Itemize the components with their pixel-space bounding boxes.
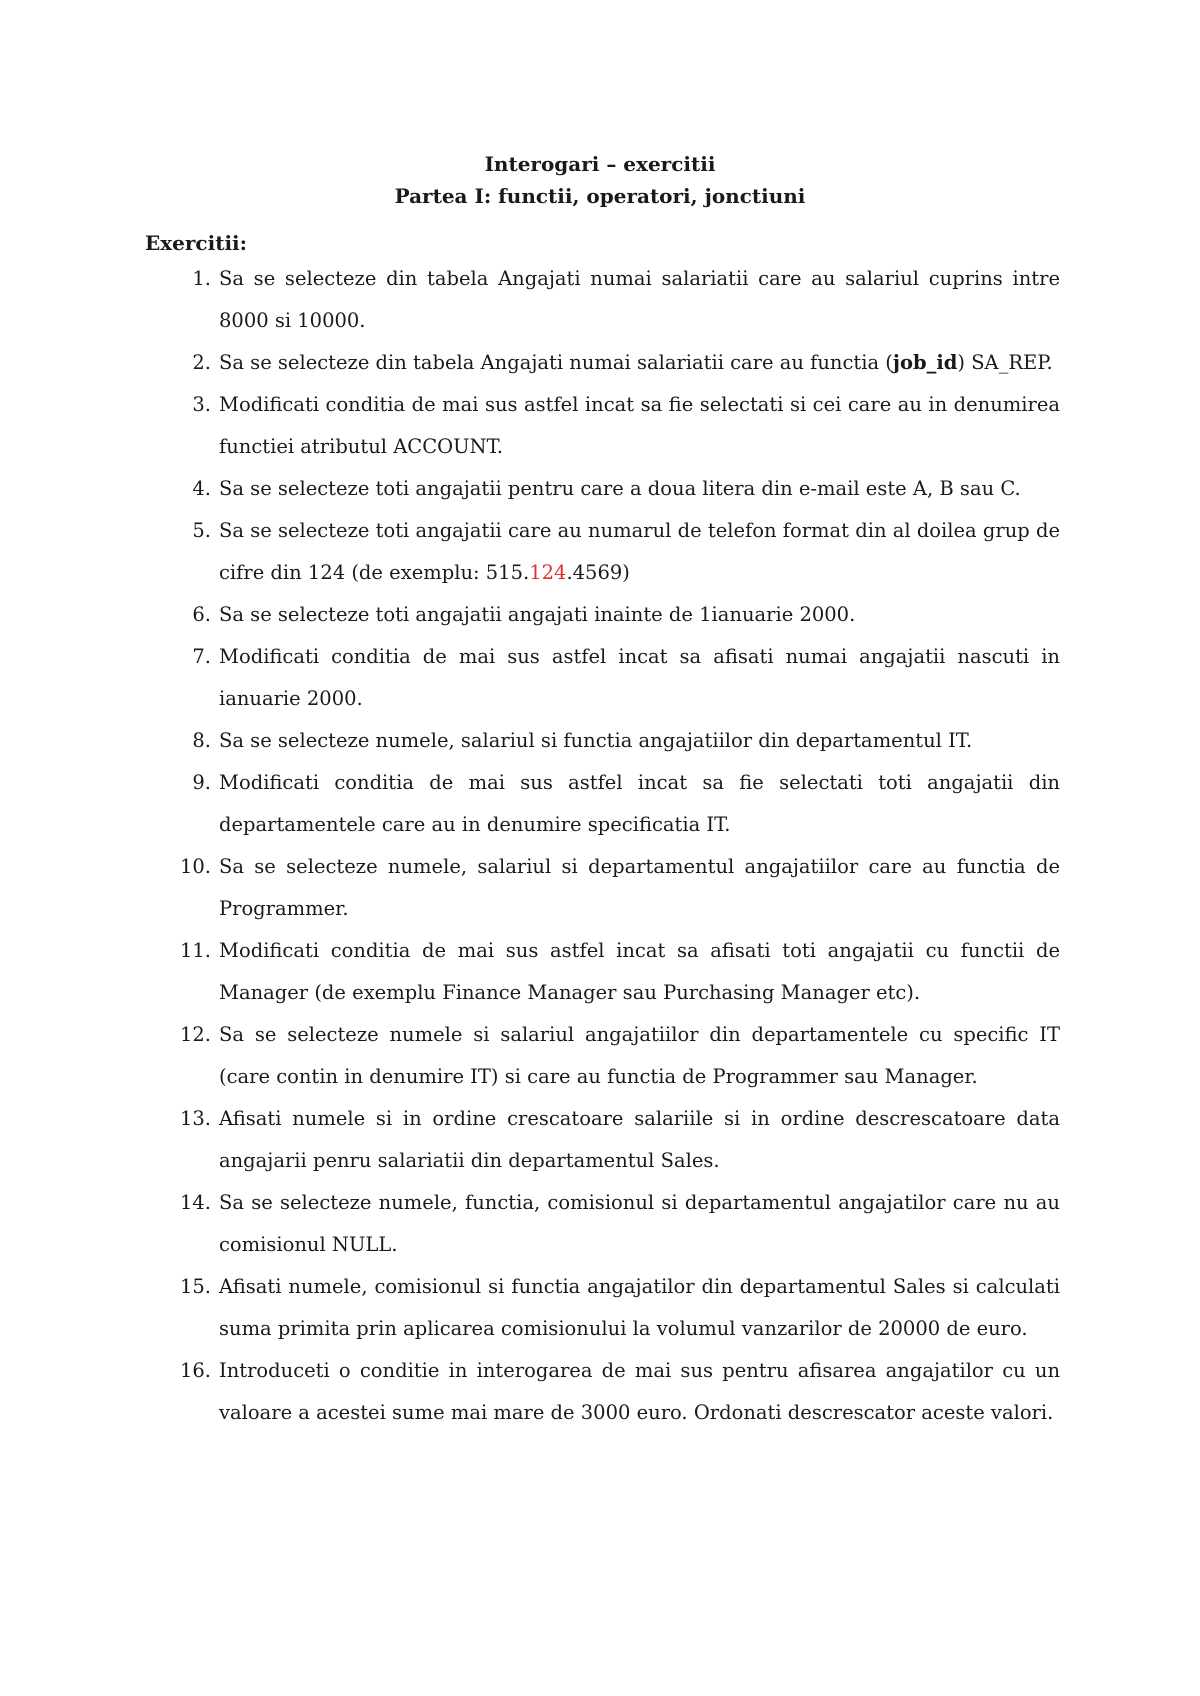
exercise-item-16 (145, 1350, 1060, 1434)
document-subtitle: Partea I: functii, operatori, jonctiuni (394, 184, 806, 208)
exercise-number: 13. (179, 1107, 211, 1130)
exercise-item-15 (145, 1266, 1060, 1350)
exercise-text (219, 342, 1060, 384)
exercise-text: Modificati conditia de mai sus astfel incat sa afisati toti angajatii cu functii de Manager (de exemplu Finance Manager sau Purchasing Manager etc). (219, 939, 1060, 1004)
exercise-item-4 (145, 468, 1060, 510)
exercise-text (219, 510, 1060, 594)
exercise-number: 6. (192, 603, 211, 626)
exercise-item-5 (145, 510, 1060, 594)
exercise-text: Afisati numele si in ordine crescatoare salariile si in ordine descrescatoare data angajarii penru salariatii din departamentul Sales. (219, 1107, 1060, 1172)
exercise-text: Sa se selecteze din tabela Angajati numai salariatii care au salariul cuprins intre 8000 si 10000. (219, 267, 1060, 332)
exercise-number: 12. (179, 1023, 211, 1046)
exercise-text-part: ) SA_REP. (957, 351, 1053, 374)
exercise-number: 4. (192, 477, 211, 500)
exercise-number: 1. (192, 267, 211, 290)
document-header (0, 148, 1200, 212)
exercise-item-8 (145, 720, 1060, 762)
exercise-item-10 (145, 846, 1060, 930)
exercise-number: 11. (179, 939, 211, 962)
exercise-text: Modificati conditia de mai sus astfel incat sa afisati numai angajatii nascuti in ianuarie 2000. (219, 645, 1060, 710)
exercise-text: Sa se selecteze numele, salariul si functia angajatiilor din departamentul IT. (219, 729, 973, 752)
exercise-text: Modificati conditia de mai sus astfel incat sa fie selectati toti angajatii din departamentele care au in denumire specificatia IT. (219, 771, 1060, 836)
exercise-text: Sa se selecteze toti angajatii pentru care a doua litera din e-mail este A, B sau C. (219, 477, 1021, 500)
exercise-text: Sa se selecteze numele, functia, comisionul si departamentul angajatilor care nu au comisionul NULL. (219, 1191, 1060, 1256)
exercise-number: 2. (192, 351, 211, 374)
exercise-item-1 (145, 258, 1060, 342)
exercise-item-2 (145, 342, 1060, 384)
exercise-text: Sa se selecteze numele si salariul angajatiilor din departamentele cu specific IT (care contin in denumire IT) si care au functia de Programmer sau Manager. (219, 1023, 1060, 1088)
section-heading: Exercitii: (145, 231, 248, 255)
exercise-number: 16. (179, 1359, 211, 1382)
exercise-list (145, 258, 1060, 1434)
exercise-bold-term: job_id (892, 351, 958, 374)
exercise-item-3 (145, 384, 1060, 468)
exercise-text: Afisati numele, comisionul si functia angajatilor din departamentul Sales si calculati suma primita prin aplicarea comisionului la volumul vanzarilor de 20000 de euro. (219, 1275, 1060, 1340)
exercise-text: Modificati conditia de mai sus astfel incat sa fie selectati si cei care au in denumirea functiei atributul ACCOUNT. (219, 393, 1060, 458)
exercise-number: 10. (179, 855, 211, 878)
exercise-text: Introduceti o conditie in interogarea de mai sus pentru afisarea angajatilor cu un valoare a acestei sume mai mare de 3000 euro. Ordonati descrescator aceste valori. (219, 1359, 1060, 1424)
exercise-text: Sa se selecteze numele, salariul si departamentul angajatiilor care au functia de Programmer. (219, 855, 1060, 920)
exercise-text-part: Sa se selecteze toti angajatii care au numarul de telefon format din al doilea grup de cifre din 124 (de exemplu: 515. (219, 519, 1060, 584)
exercise-text: Sa se selecteze toti angajatii angajati inainte de 1ianuarie 2000. (219, 603, 856, 626)
exercise-number: 5. (192, 519, 211, 542)
exercise-number: 8. (192, 729, 211, 752)
exercise-item-6 (145, 594, 1060, 636)
exercise-item-9 (145, 762, 1060, 846)
exercise-number: 7. (192, 645, 211, 668)
exercise-item-11 (145, 930, 1060, 1014)
exercise-highlight: 124 (529, 561, 567, 584)
exercise-item-12 (145, 1014, 1060, 1098)
exercise-number: 15. (179, 1275, 211, 1298)
exercise-item-7 (145, 636, 1060, 720)
exercise-text-part: .4569) (566, 561, 630, 584)
exercise-number: 3. (192, 393, 211, 416)
exercise-text-part: Sa se selecteze din tabela Angajati numai salariatii care au functia ( (219, 351, 893, 374)
exercise-number: 14. (179, 1191, 211, 1214)
exercise-item-14 (145, 1182, 1060, 1266)
document-title: Interogari – exercitii (484, 152, 716, 176)
exercise-item-13 (145, 1098, 1060, 1182)
exercise-number: 9. (192, 771, 211, 794)
